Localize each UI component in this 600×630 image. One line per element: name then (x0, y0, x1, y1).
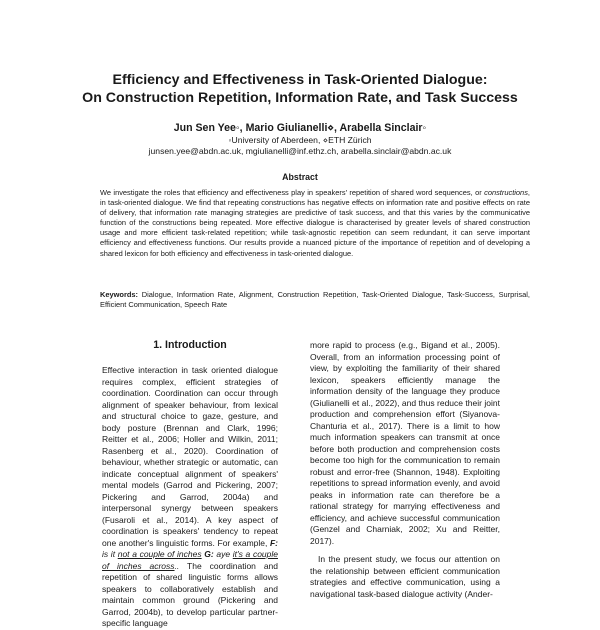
example-f-underlined: not a couple of inches (117, 549, 202, 559)
title-line-1: Efficiency and Effectiveness in Task-Oriented Dialogue: (112, 72, 488, 88)
keywords-label: Keywords: (100, 290, 139, 299)
intro-paragraph-3: In the present study, we focus our attention on the relationship between efficient communication strategies and effective communication, using a navigational task-based dialogue activity (Ander- (310, 554, 500, 599)
left-column (102, 365, 278, 630)
example-g-pre: aye (213, 549, 233, 559)
authors: Jun Sen Yee◦, Mario Giulianelli⋄, Arabella Sinclair◦ (173, 122, 427, 134)
example-speaker-g: G: (201, 549, 214, 559)
abstract-heading: Abstract (282, 172, 318, 182)
keywords-text: Dialogue, Information Rate, Alignment, Construction Repetition, Task-Oriented Dialogue, Task-Success, Surprisal, Efficient Communication, Speech Rate (100, 290, 530, 310)
example-f-pre: is it (102, 549, 118, 559)
example-g-underlined: it's a couple of inches across (102, 549, 278, 571)
abstract-text-post: , in task-oriented dialogue. We find that repeating constructions has negative effects on information rate and positive effects on rate of delivery, that information rate managing strategies are predictive of task success, and that this varies by the communicative function of the constructions being repeated. More effective dialogue is characterised by greater levels of shared construction usage and more efficient task-related repetition; while task-agnostic repetition can seem redundant, it can serve important efficiency and effectiveness functions. Our results provide a nuanced picture of the importance of repetition and of developing a shared lexicon for both efficiency and effectiveness in task-oriented dialogue. (100, 188, 530, 258)
abstract-emphasis: constructions (484, 188, 528, 197)
intro-para1-text: Effective interaction in task oriented dialogue requires complex, efficient strategies of coordination. Coordination can occur through alignment of speaker behaviour, from lexical and structural choice to gaze, gesture, and body posture (Brennan and Clark, 1996; Reitter et al., 2006; Holler and Wilkin, 2011; Rasenberg et al., 2020). Coordination of behaviour, whether strategic or automatic, can indicate conceptual alignment of speakers' mental models (Garrod and Pickering, 2007; Pickering and Garrod, 2004a) and interpersonal synergy between speakers (Fusaroli et al., 2014). A key aspect of coordination is speakers' tendency to repeat one another's linguistic forms. For example, (102, 365, 278, 548)
author-emails: junsen.yee@abdn.ac.uk, mgiulianelli@inf.ethz.ch, arabella.sinclair@abdn.ac.uk (148, 146, 452, 156)
intro-paragraph-1 (102, 365, 278, 630)
intro-para1-continuation: The coordination and repetition of shared linguistic forms allows speakers to collaboratively establish and maintain common ground (Pickering and Garrod, 2004b), to develop particular partner-specific language (102, 560, 278, 628)
example-speaker-f: F: (269, 537, 278, 548)
paper-title (60, 71, 540, 107)
section-heading-introduction: 1. Introduction (153, 339, 227, 351)
example-end: .. (174, 560, 180, 571)
affiliations: ◦University of Aberdeen, ⋄ETH Zürich (228, 135, 372, 145)
right-column (310, 340, 500, 600)
abstract-text-pre: We investigate the roles that efficiency and effectiveness play in speakers' repetition of shared word sequences, or (100, 188, 485, 197)
title-line-2: On Construction Repetition, Information Rate, and Task Success (82, 90, 518, 106)
intro-paragraph-2: more rapid to process (e.g., Bigand et al., 2005). Overall, from an information processing point of view, by exploiting the familiarity of their shared lexicon, speakers efficiently manage the information density of the language they produce (Giulianelli et al., 2022), and thus reduce their joint production and comprehension effort (Siyanova-Chanturia et al., 2017). There is a limit to how much information speakers can transmit at once before both production and comprehension costs become too high for the communication to remain robust and error-free (Shannon, 1948). Exploiting repetitions to spread information evenly, and avoid peaks in information rate can therefore be a rational strategy for marrying effectiveness and efficiency, and achieve successful communication (Genzel and Charniak, 2002; Xu and Reitter, 2017). (310, 340, 500, 546)
keywords (100, 290, 530, 310)
abstract-body (100, 188, 530, 259)
